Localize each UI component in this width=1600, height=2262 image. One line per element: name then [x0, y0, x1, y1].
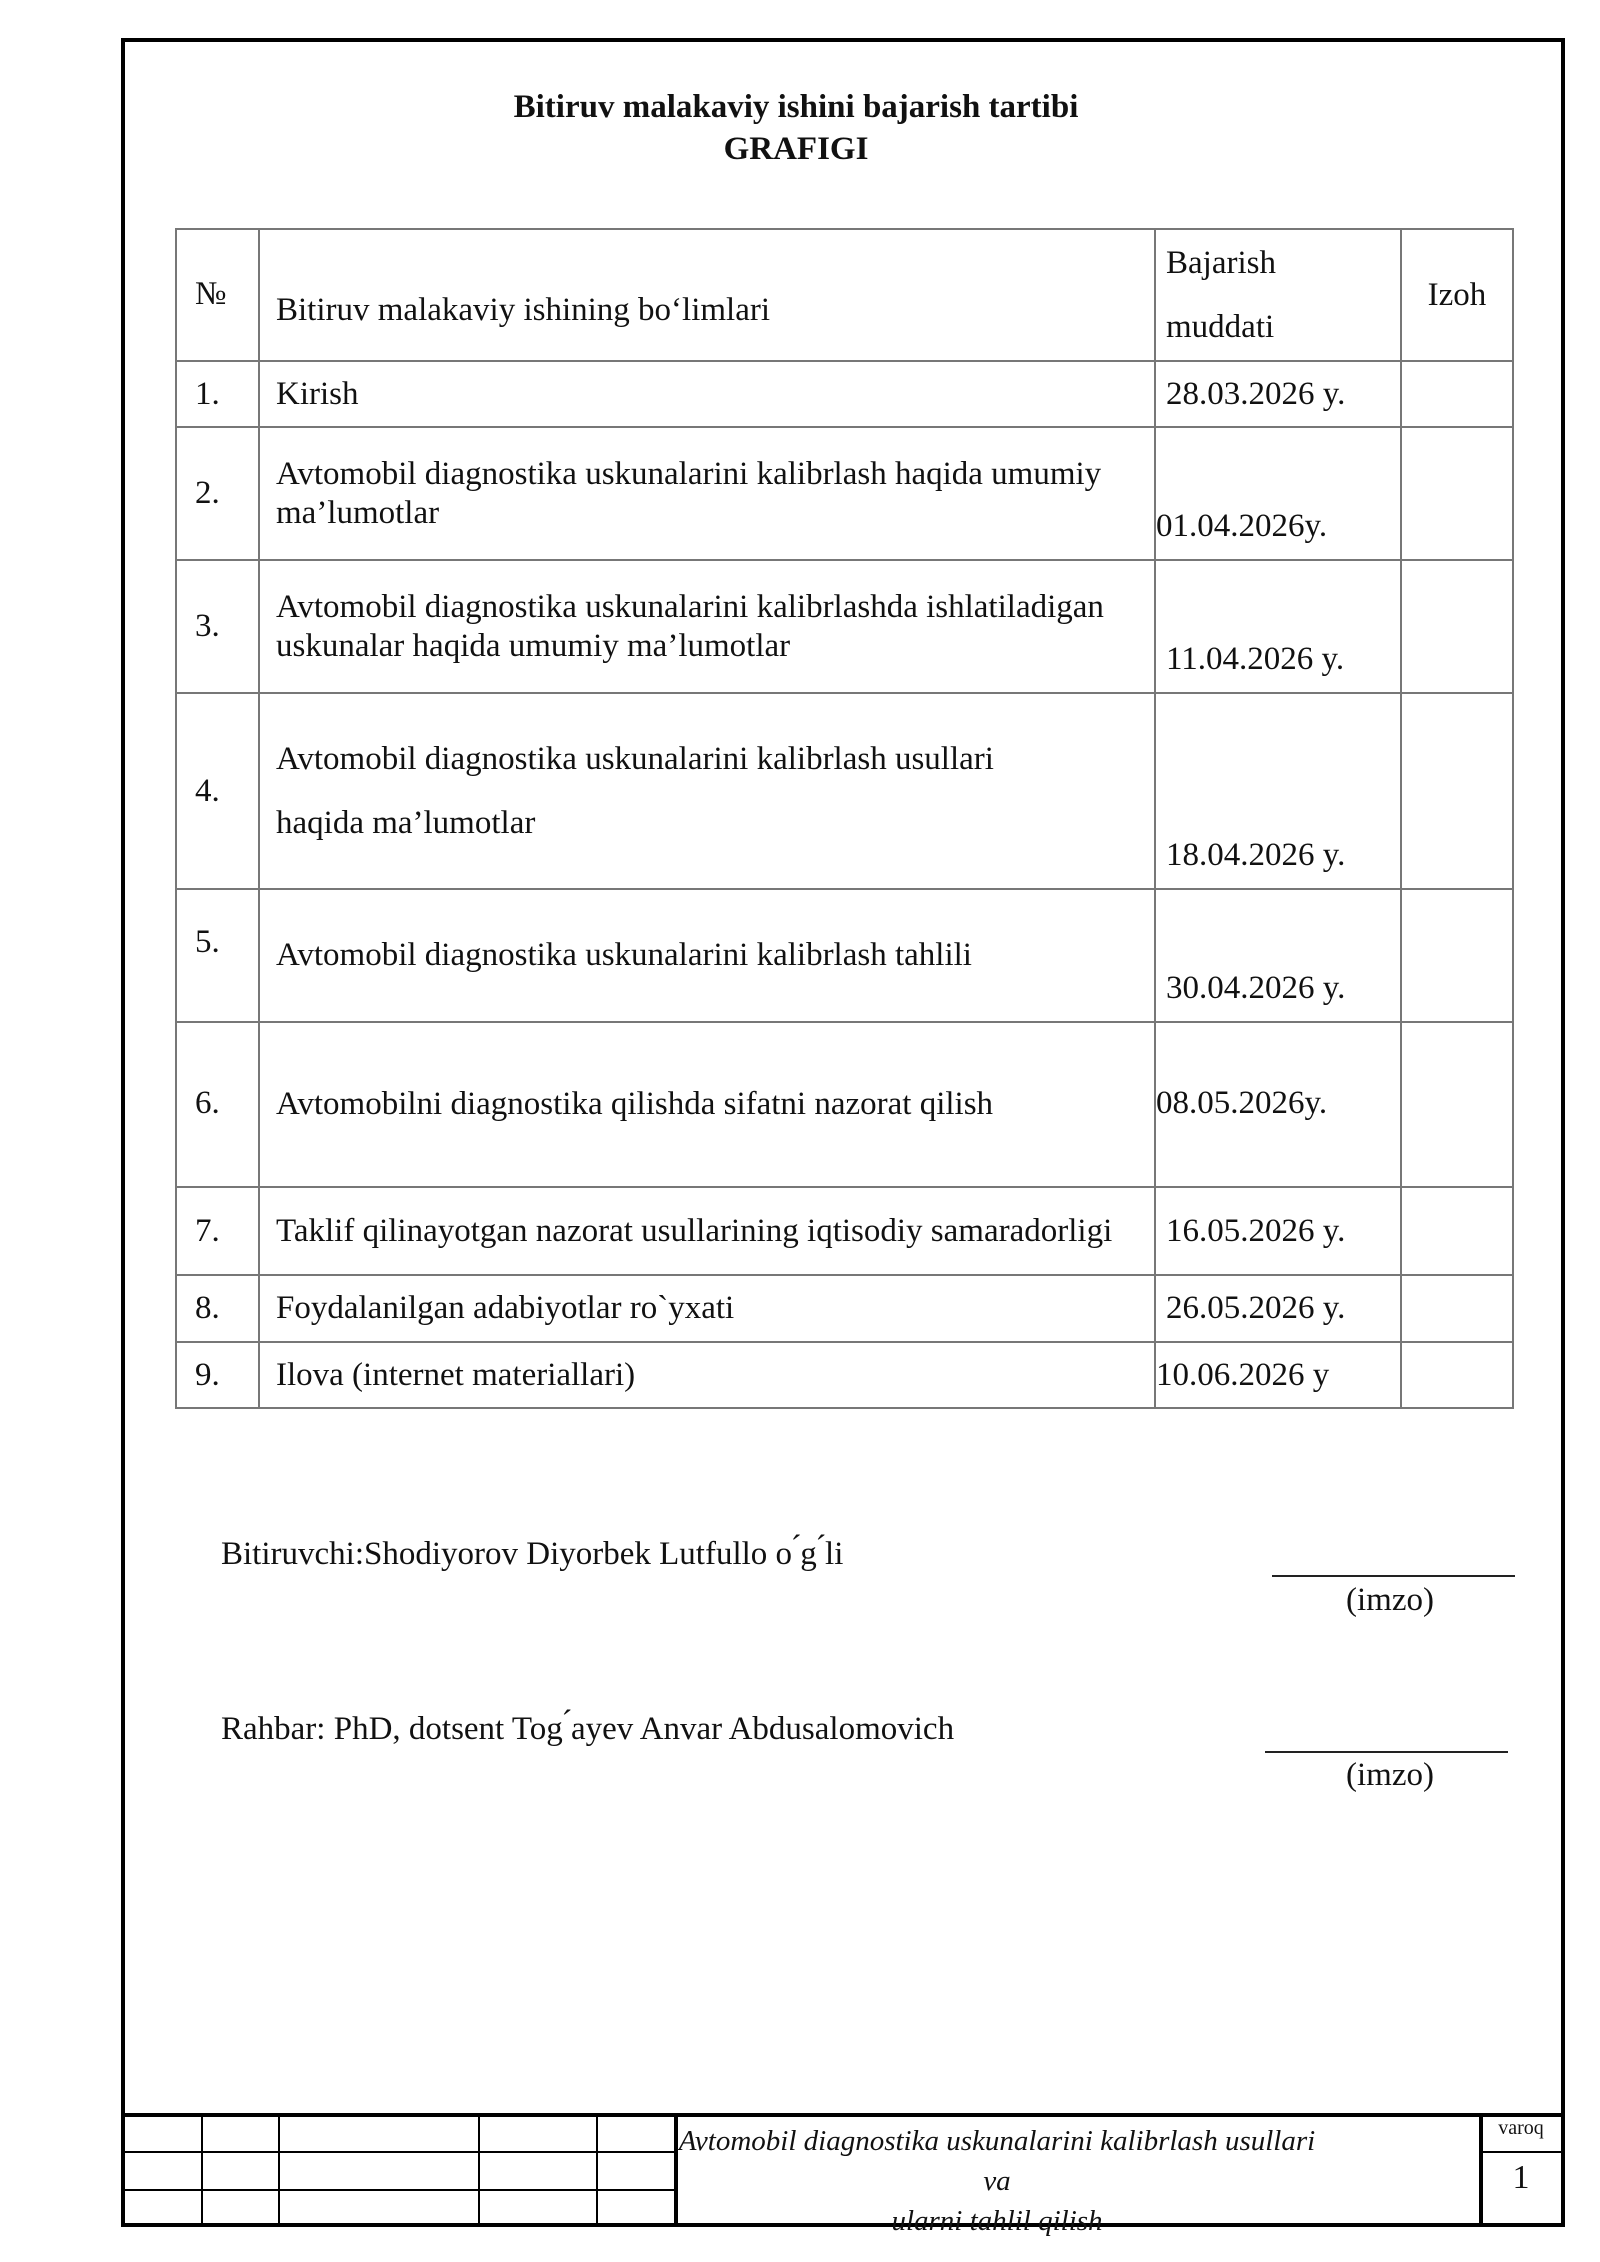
stamp-grid-line: [596, 2113, 598, 2227]
row-note: [1401, 889, 1513, 1022]
table-row: [176, 1187, 1513, 1275]
row-section: Foydalanilgan adabiyotlar ro`yxati: [259, 1275, 1155, 1342]
header-deadline-line2: muddati: [1166, 309, 1275, 345]
row-section-line1: Avtomobil diagnostika uskunalarini kalibrlash usullari: [276, 741, 994, 777]
row-deadline: 08.05.2026y.: [1155, 1022, 1401, 1187]
stamp-grid-line: [1481, 2151, 1565, 2153]
stamp-title-line2: ularni tahlil qilish: [891, 2205, 1103, 2237]
supervisor-signature-text: Rahbar: PhD, dotsent Tog ́ayev Anvar Abdusalomovich: [221, 1711, 955, 1747]
document-title: Bitiruv malakaviy ishini bajarish tartibi: [513, 89, 1079, 125]
stamp-top-border: [121, 2113, 1565, 2117]
stamp-grid-line: [121, 2189, 677, 2191]
row-note: [1401, 693, 1513, 889]
row-note: [1401, 1342, 1513, 1408]
row-note: [1401, 427, 1513, 560]
table-row: [176, 1022, 1513, 1187]
header-section: Bitiruv malakaviy ishining bo‘limlari: [259, 229, 1155, 361]
sheet-number: 1: [1512, 2159, 1530, 2196]
table-row: [176, 1342, 1513, 1408]
row-deadline: 18.04.2026 y.: [1155, 693, 1401, 889]
stamp-grid-line: [278, 2113, 280, 2227]
table-row: [176, 427, 1513, 560]
row-number: 5.: [176, 889, 259, 1022]
row-note: [1401, 1275, 1513, 1342]
table-row: [176, 889, 1513, 1022]
row-deadline: 28.03.2026 y.: [1155, 361, 1401, 427]
table-row: [176, 361, 1513, 427]
graduate-signature-text: Bitiruvchi:Shodiyorov Diyorbek Lutfullo o ́g ́li: [221, 1536, 844, 1572]
row-number: 6.: [176, 1022, 259, 1187]
graduate-signature-line: [1272, 1575, 1515, 1577]
row-section-line2: haqida ma’lumotlar: [276, 805, 536, 841]
stamp-grid-line: [478, 2113, 480, 2227]
row-section: [259, 693, 1155, 889]
row-number: 1.: [176, 361, 259, 427]
supervisor-signature-caption: (imzo): [1346, 1757, 1434, 1793]
row-section: Avtomobil diagnostika uskunalarini kalibrlashda ishlatiladigan uskunalar haqida umumiy ma’lumotlar: [259, 560, 1155, 693]
row-deadline: 16.05.2026 y.: [1155, 1187, 1401, 1275]
stamp-grid-line: [121, 2151, 677, 2153]
row-section: Ilova (internet materiallari): [259, 1342, 1155, 1408]
row-note: [1401, 560, 1513, 693]
row-deadline: 11.04.2026 y.: [1155, 560, 1401, 693]
sheet-label: varoq: [1498, 2117, 1544, 2139]
row-note: [1401, 361, 1513, 427]
document-subtitle: GRAFIGI: [723, 131, 869, 167]
row-number: 8.: [176, 1275, 259, 1342]
table-row: [176, 1275, 1513, 1342]
row-deadline: 30.04.2026 y.: [1155, 889, 1401, 1022]
header-deadline: [1155, 229, 1401, 361]
row-section: Avtomobilni diagnostika qilishda sifatni nazorat qilish: [259, 1022, 1155, 1187]
row-deadline: 01.04.2026y.: [1155, 427, 1401, 560]
header-note: Izoh: [1401, 229, 1513, 361]
row-number: 9.: [176, 1342, 259, 1408]
row-number: 2.: [176, 427, 259, 560]
row-deadline: 10.06.2026 y: [1155, 1342, 1401, 1408]
table-row: [176, 693, 1513, 889]
row-section: Avtomobil diagnostika uskunalarini kalibrlash haqida umumiy ma’lumotlar: [259, 427, 1155, 560]
row-number: 7.: [176, 1187, 259, 1275]
row-section: Kirish: [259, 361, 1155, 427]
schedule-table: [175, 228, 1514, 1409]
stamp-title-line1: Avtomobil diagnostika uskunalarini kalibrlash usullari va: [678, 2125, 1316, 2197]
row-section: Taklif qilinayotgan nazorat usullarining iqtisodiy samaradorligi: [259, 1187, 1155, 1275]
stamp-grid-line: [201, 2113, 203, 2227]
row-note: [1401, 1187, 1513, 1275]
row-deadline: 26.05.2026 y.: [1155, 1275, 1401, 1342]
supervisor-signature-line: [1265, 1751, 1508, 1753]
header-deadline-line1: Bajarish: [1166, 245, 1276, 281]
graduate-signature-caption: (imzo): [1346, 1582, 1434, 1618]
header-number: №: [176, 229, 259, 361]
row-note: [1401, 1022, 1513, 1187]
row-number: 3.: [176, 560, 259, 693]
row-number: 4.: [176, 693, 259, 889]
title-block-stamp: [121, 2113, 1565, 2237]
row-section: Avtomobil diagnostika uskunalarini kalibrlash tahlili: [259, 889, 1155, 1022]
stamp-title: [677, 2121, 1317, 2241]
table-header-row: [176, 229, 1513, 361]
table-row: [176, 560, 1513, 693]
